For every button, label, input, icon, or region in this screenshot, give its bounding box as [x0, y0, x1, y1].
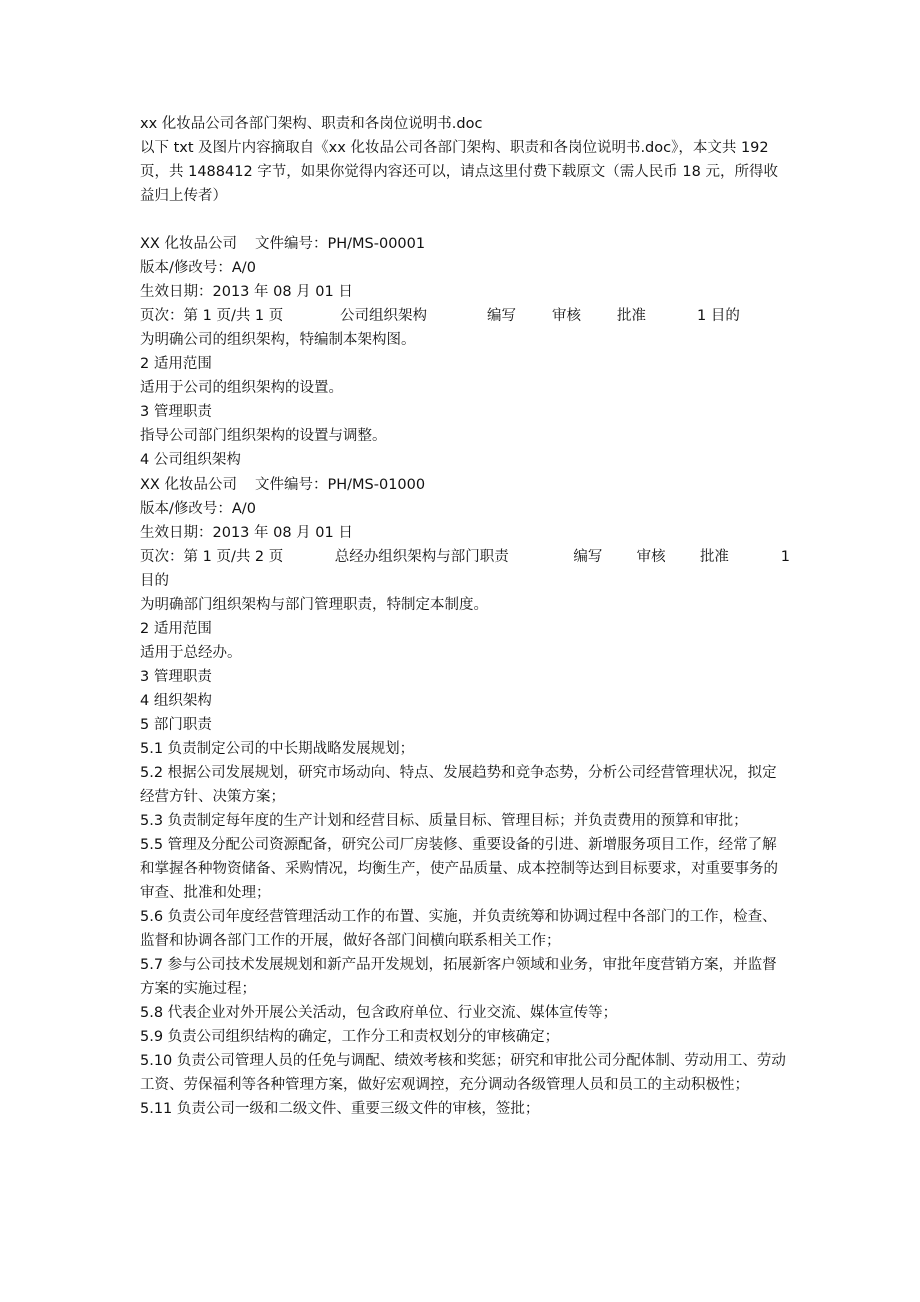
sec2-write: 编写	[573, 549, 603, 565]
sec2-dept-head: 5 部门职责	[140, 717, 212, 733]
duty-item: 5.2 根据公司发展规划，研究市场动向、特点、发展趋势和竞争态势，分析公司经营管理状况，拟定经营方针、决策方案；	[140, 765, 777, 805]
sec2-org-head: 4 组织架构	[140, 693, 212, 709]
sec1-org-head: 4 公司组织架构	[140, 452, 241, 468]
section-1	[140, 232, 790, 472]
sec2-version: 版本/修改号：A/0	[140, 501, 256, 517]
sec2-date: 生效日期：2013 年 08 月 01 日	[140, 525, 353, 541]
sec1-approve: 批准	[617, 308, 646, 324]
sec1-date: 生效日期：2013 年 08 月 01 日	[140, 284, 353, 300]
duty-item: 5.6 负责公司年度经营管理活动工作的布置、实施，并负责统筹和协调过程中各部门的工作，检查、监督和协调各部门工作的开展，做好各部门间横向联系相关工作；	[140, 909, 777, 949]
doc-title: xx 化妆品公司各部门架构、职责和各岗位说明书.doc	[140, 116, 483, 132]
duty-item: 5.1 负责制定公司的中长期战略发展规划；	[140, 741, 415, 757]
sec2-file-no: 文件编号：PH/MS-01000	[254, 477, 426, 493]
sec1-scope: 适用于公司的组织架构的设置。	[140, 380, 343, 396]
sec2-purpose-num: 1	[780, 549, 790, 565]
sec2-company: XX 化妆品公司	[140, 477, 237, 493]
sec2-duty-head: 3 管理职责	[140, 669, 212, 685]
duty-item: 5.7 参与公司技术发展规划和新产品开发规划，拓展新客户领域和业务，审批年度营销方案，并监督方案的实施过程；	[140, 957, 777, 997]
sec1-subject: 公司组织架构	[340, 308, 427, 324]
sec1-duty: 指导公司部门组织架构的设置与调整。	[140, 428, 387, 444]
sec1-header-row	[140, 304, 790, 328]
sec2-review: 审核	[636, 549, 666, 565]
sec2-purpose-word: 目的	[140, 573, 169, 589]
duty-item: 5.8 代表企业对外开展公关活动，包含政府单位、行业交流、媒体宣传等；	[140, 1005, 618, 1021]
sec1-write: 编写	[487, 308, 516, 324]
sec2-header-company-file	[140, 473, 790, 497]
sec2-purpose: 为明确部门组织架构与部门管理职责，特制定本制度。	[140, 597, 488, 613]
sec1-file-no: 文件编号：PH/MS-00001	[254, 236, 426, 252]
sec1-scope-head: 2 适用范围	[140, 356, 212, 372]
intro-block	[140, 112, 790, 208]
duty-item: 5.3 负责制定每年度的生产计划和经营目标、质量目标、管理目标；并负责费用的预算和审批；	[140, 813, 748, 829]
sec2-approve: 批准	[699, 549, 729, 565]
sec2-header-row	[140, 545, 790, 569]
sec1-header-company-file	[140, 232, 790, 256]
sec2-scope: 适用于总经办。	[140, 645, 242, 661]
sec1-company: XX 化妆品公司	[140, 236, 237, 252]
sec1-purpose: 为明确公司的组织架构，特编制本架构图。	[140, 332, 416, 348]
duty-item: 5.11 负责公司一级和二级文件、重要三级文件的审核，签批；	[140, 1101, 540, 1117]
intro-paragraph: 以下 txt 及图片内容摘取自《xx 化妆品公司各部门架构、职责和各岗位说明书.doc》，本文共 192 页，共 1488412 字节，如果你觉得内容还可以，请点这里付费下载原文（需人民币 18 元，所得收益归上传者）	[140, 140, 778, 204]
duty-item: 5.5 管理及分配公司资源配备，研究公司厂房装修、重要设备的引进、新增服务项目工作，经常了解和掌握各种物资储备、采购情况，均衡生产，使产品质量、成本控制等达到目标要求，对重要事务的审查、批准和处理；	[140, 837, 778, 901]
sec2-page: 页次：第 1 页/共 2 页	[140, 549, 284, 565]
sec2-scope-head: 2 适用范围	[140, 621, 212, 637]
section-2	[140, 473, 790, 1121]
sec1-review: 审核	[552, 308, 581, 324]
sec2-subject: 总经办组织架构与部门职责	[334, 549, 509, 565]
duty-item: 5.10 负责公司管理人员的任免与调配、绩效考核和奖惩；研究和审批公司分配体制、劳动用工、劳动工资、劳保福利等各种管理方案，做好宏观调控，充分调动各级管理人员和员工的主动积极性；	[140, 1053, 786, 1093]
duty-item: 5.9 负责公司组织结构的确定，工作分工和责权划分的审核确定；	[140, 1029, 560, 1045]
sec1-purpose-head: 1 目的	[697, 308, 740, 324]
sec1-version: 版本/修改号：A/0	[140, 260, 256, 276]
sec1-duty-head: 3 管理职责	[140, 404, 212, 420]
sec1-page: 页次：第 1 页/共 1 页	[140, 308, 284, 324]
